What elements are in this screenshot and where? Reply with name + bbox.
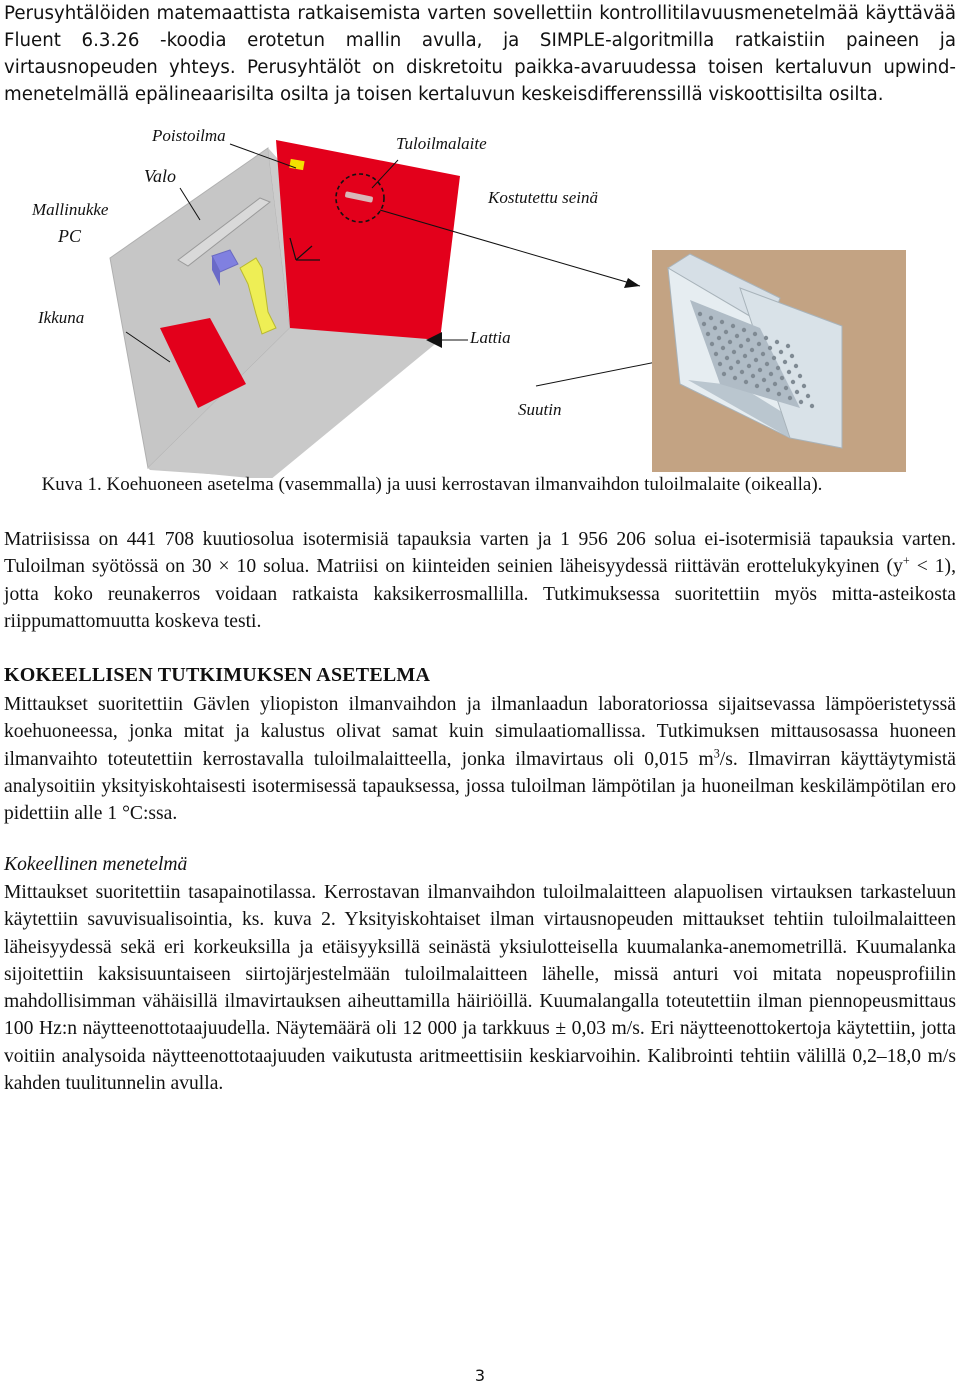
- intro-paragraph: Perusyhtälöiden matemaattista ratkaisemista varten sovellettiin kontrollitilavuusmenetelmää käyttävää Fluent 6.3.26 -koodia erotetun mallin avulla, ja SIMPLE-algoritmilla ratkaistiin paineen ja virtausnopeuden yhteys. Perusyhtälöt on diskretoitu paikka-avaruudessa toisen kertaluvun upwind-menetelmällä epälineaarisilta osilta ja toisen kertaluvun keskeisdifferenssillä viskoottisilta osilta.: [4, 3, 956, 105]
- perforation-dot: [787, 370, 791, 374]
- perforation-dot: [733, 376, 737, 380]
- perforation-dot: [777, 392, 781, 396]
- label-kostutettu-seina: Kostutettu seinä: [488, 188, 599, 207]
- perforation-dot: [810, 404, 814, 408]
- perforation-dot: [698, 312, 702, 316]
- perforation-dot: [717, 336, 721, 340]
- perforation-dot: [769, 372, 773, 376]
- setup-text-1: Mittaukset suoritettiin Gävlen yliopiston ilmanvaihdon ja ilmanlaadun laboratoriossa sijaitsevassa lämpöeristetyssä koehuoneessa, jonka mitat ja kalustus olivat samat kuin simulaatiomallissa. Tutkimuksen mittausosassa huoneen ilmanvaihto toteutettiin kerrostavalla tuloilmalaitteella, jonka ilmavirtaus oli 0,015 m: [4, 694, 956, 770]
- perforation-dot: [753, 332, 757, 336]
- red-wall: [276, 140, 460, 340]
- perforation-dot: [742, 328, 746, 332]
- matrix-text-2: < 1), jotta koko reunakerros voidaan ratkaista kaksikerrosmallilla. Tutkimuksessa suoritettiin myös mitta-asteikosta riippumattomuutta koskeva testi.: [4, 556, 956, 632]
- perforation-dot: [744, 380, 748, 384]
- perforation-dot: [772, 356, 776, 360]
- perforation-dot: [750, 348, 754, 352]
- perforation-dot: [786, 344, 790, 348]
- perforation-dot: [761, 352, 765, 356]
- label-valo: Valo: [144, 166, 177, 186]
- supply-device-photo: [652, 250, 906, 472]
- perforation-dot: [790, 354, 794, 358]
- perforation-dot: [722, 372, 726, 376]
- perforation-dot: [731, 324, 735, 328]
- perforation-dot: [784, 386, 788, 390]
- perforation-dot: [714, 352, 718, 356]
- matrix-text-1: Matriisissa on 441 708 kuutiosolua isotermisiä tapauksia varten ja 1 956 206 solua ei-isotermisiä tapauksia varten. Tuloilman syötössä on 30 × 10 solua. Matriisi on kiinteiden seinien läheisyydessä riittävän erottelukykyinen (y: [4, 529, 956, 578]
- method-paragraph: Mittaukset suoritettiin tasapainotilassa. Kerrostavan ilmanvaihdon tuloilmalaitteen alapuolisen virtauksen tarkasteluun käytettiin savuvisualisointia, ks. kuva 2. Yksityiskohtaiset ilman virtausnopeuden mittaukset tehtiin tuloilmalaitteen läheisyydessä sekä eri korkeuksilla ja etäisyyksillä seinästä yksiulotteisella kuumalanka-anemometrillä. Kuumalanka sijoitettiin kaksisuuntaiseen siirtojärjestelmään tuloilmalaitteen lähelle, missä anturi voi mitata nopeusprofiilin mahdollisimman vähäisillä ilmavirtauksen aiheuttamilla häiriöillä. Kuumalangalla toteutettiin ilman piennopeusmittaus 100 Hz:n näytteenottotaajuudella. Näytemäärä oli 12 000 ja tarkkuus ± 0,03 m/s. Eri näytteenottokertoja käytettiin, jotta voitiin analysoida näytteenottotaajuuden vaikutusta aritmeettisiin keskiarvoihin. Kalibrointi tehtiin välillä 0,2–18,0 m/s kahden tuulitunnelin avulla.: [4, 882, 956, 1095]
- perforation-dot: [780, 376, 784, 380]
- perforation-dot: [735, 334, 739, 338]
- perforation-dot: [791, 380, 795, 384]
- perforation-dot: [747, 364, 751, 368]
- perforation-dot: [766, 388, 770, 392]
- figure: [0, 118, 960, 478]
- figure-caption: Kuva 1. Koehuoneen asetelma (vasemmalla) ja uusi kerrostavan ilmanvaihdon tuloilmalaite (oikealla).: [41, 474, 823, 495]
- perforation-dot: [757, 342, 761, 346]
- perforation-dot: [720, 320, 724, 324]
- perforation-dot: [729, 366, 733, 370]
- perforation-dot: [709, 316, 713, 320]
- perforation-dot: [725, 356, 729, 360]
- perforation-dot: [788, 396, 792, 400]
- perforation-dot: [779, 350, 783, 354]
- perforation-dot: [740, 370, 744, 374]
- perforation-dot: [775, 340, 779, 344]
- perforation-dot: [806, 394, 810, 398]
- page-number: 3: [474, 1366, 486, 1385]
- perforation-dot: [758, 368, 762, 372]
- perforation-dot: [765, 362, 769, 366]
- perforation-dot: [751, 374, 755, 378]
- label-mallinukke: Mallinukke: [32, 200, 109, 219]
- perforation-dot: [776, 366, 780, 370]
- label-tuloilmalaite: Tuloilmalaite: [396, 134, 487, 153]
- perforation-dot: [706, 332, 710, 336]
- perforation-dot: [773, 382, 777, 386]
- label-suutin: Suutin: [518, 400, 562, 419]
- setup-text-2: /s. Ilmavirran käyttäytymistä analysoitiin yksityiskohtaisesti isotermisessä tapauksessa, jossa tuloilman lämpötilan ja huoneilman keskilämpötilan ero pidettiin alle 1 °C:ssa.: [4, 748, 956, 825]
- setup-paragraph: [4, 691, 956, 827]
- perforation-dot: [710, 342, 714, 346]
- perforation-dot: [768, 346, 772, 350]
- perforation-dot: [798, 374, 802, 378]
- perforation-dot: [794, 364, 798, 368]
- perforation-dot: [754, 358, 758, 362]
- perforation-dot: [783, 360, 787, 364]
- cubic-sup: 3: [713, 746, 720, 761]
- perforation-dot: [755, 384, 759, 388]
- perforation-dot: [713, 326, 717, 330]
- perforation-dot: [746, 338, 750, 342]
- perforation-dot: [728, 340, 732, 344]
- perforation-dot: [718, 362, 722, 366]
- perforation-dot: [795, 390, 799, 394]
- perforation-dot: [739, 344, 743, 348]
- perforation-dot: [802, 384, 806, 388]
- yplus-sup: +: [902, 553, 910, 568]
- label-ikkuna: Ikkuna: [38, 308, 85, 327]
- perforation-dot: [721, 346, 725, 350]
- perforation-dot: [702, 322, 706, 326]
- perforation-dot: [743, 354, 747, 358]
- perforation-dot: [732, 350, 736, 354]
- perforation-dot: [764, 336, 768, 340]
- method-subheading: Kokeellinen menetelmä: [4, 854, 188, 875]
- arrow-kostutettu: [624, 278, 640, 288]
- label-poistoilma: Poistoilma: [152, 126, 226, 145]
- perforation-dot: [799, 400, 803, 404]
- perforation-dot: [736, 360, 740, 364]
- perforation-dot: [724, 330, 728, 334]
- label-pc: PC: [58, 226, 82, 246]
- section-heading: KOKEELLISEN TUTKIMUKSEN ASETELMA: [4, 664, 431, 686]
- perforation-dot: [762, 378, 766, 382]
- label-lattia: Lattia: [470, 328, 511, 347]
- matrix-paragraph: [4, 526, 956, 635]
